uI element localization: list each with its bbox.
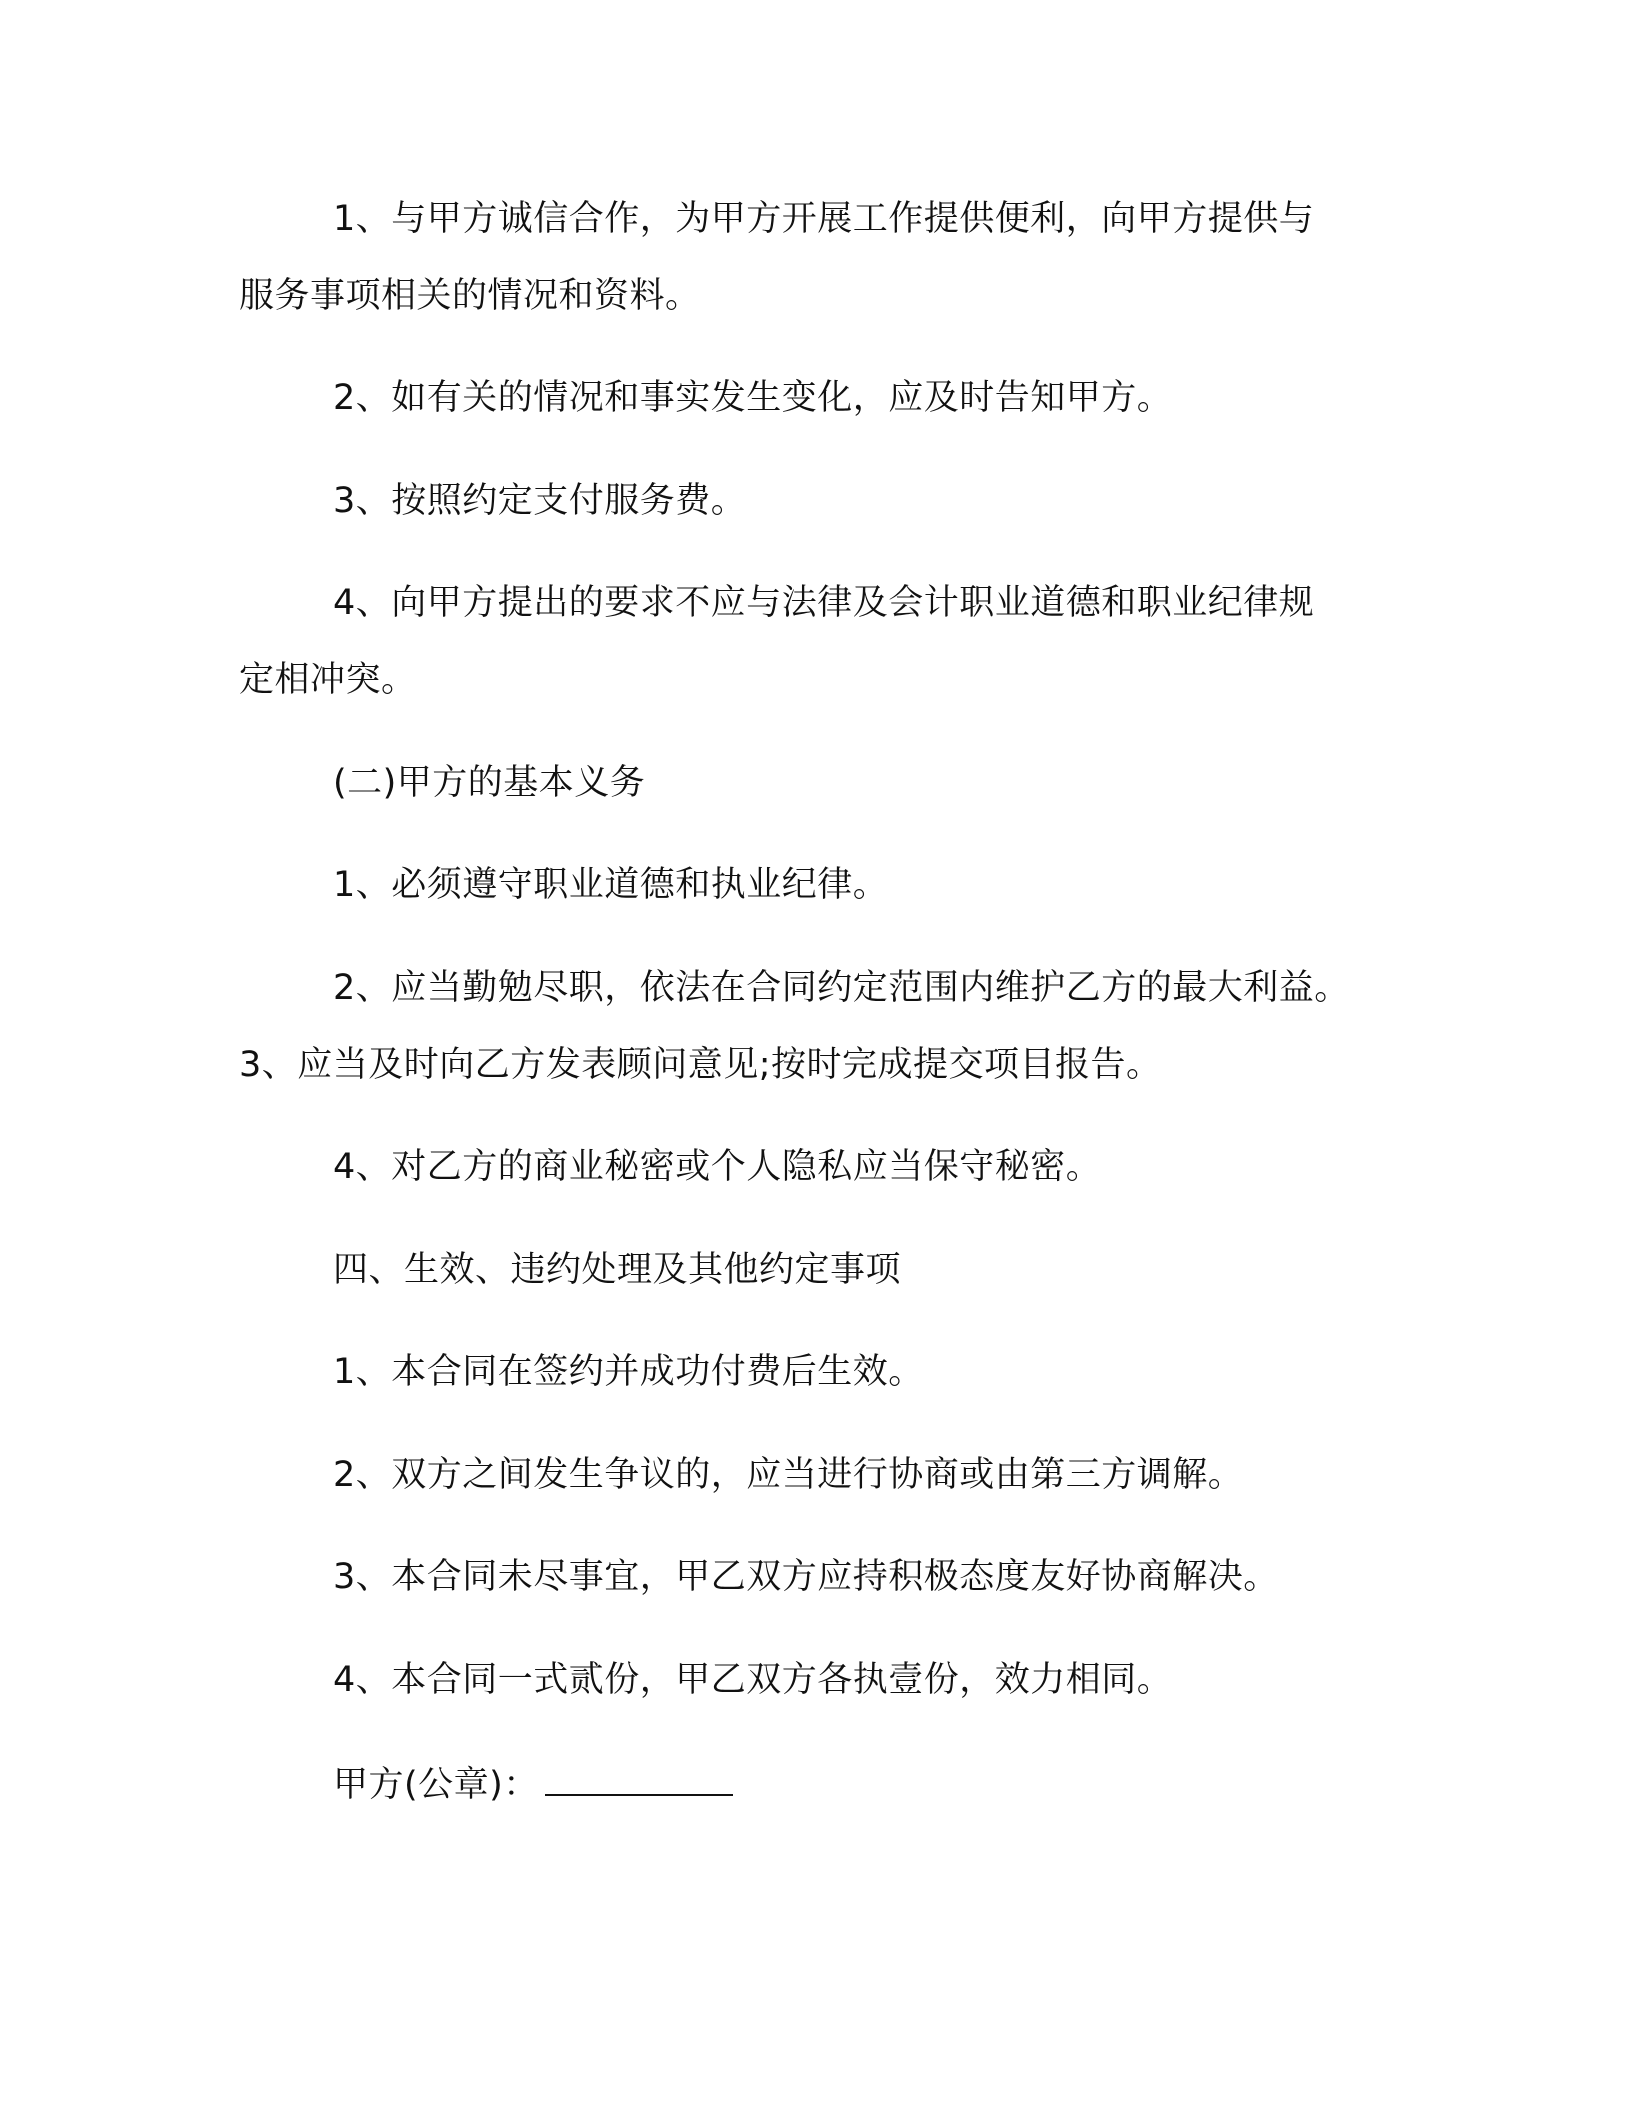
signature-blank bbox=[545, 1758, 733, 1796]
signature-line bbox=[333, 1758, 733, 1809]
paragraph-line: 服务事项相关的情况和资料。 bbox=[239, 276, 701, 316]
paragraph-line: 4、对乙方的商业秘密或个人隐私应当保守秘密。 bbox=[333, 1147, 1102, 1187]
paragraph-line: 3、本合同未尽事宜，甲乙双方应持积极态度友好协商解决。 bbox=[333, 1557, 1279, 1597]
paragraph-line: 1、与甲方诚信合作，为甲方开展工作提供便利，向甲方提供与 bbox=[333, 199, 1315, 239]
section-heading: 四、生效、违约处理及其他约定事项 bbox=[333, 1250, 902, 1290]
section-heading: (二)甲方的基本义务 bbox=[333, 763, 646, 803]
paragraph-line: 4、向甲方提出的要求不应与法律及会计职业道德和职业纪律规 bbox=[333, 583, 1315, 623]
paragraph-line: 1、本合同在签约并成功付费后生效。 bbox=[333, 1352, 924, 1392]
paragraph-line: 定相冲突。 bbox=[239, 660, 417, 700]
paragraph-line: 2、应当勤勉尽职，依法在合同约定范围内维护乙方的最大利益。 bbox=[333, 968, 1350, 1008]
paragraph-line: 2、如有关的情况和事实发生变化，应及时告知甲方。 bbox=[333, 378, 1173, 418]
signature-label: 甲方(公章)： bbox=[333, 1765, 539, 1805]
paragraph-line: 2、双方之间发生争议的，应当进行协商或由第三方调解。 bbox=[333, 1455, 1244, 1495]
paragraph-line: 3、按照约定支付服务费。 bbox=[333, 481, 747, 521]
paragraph-line: 4、本合同一式贰份，甲乙双方各执壹份，效力相同。 bbox=[333, 1660, 1173, 1700]
paragraph-line: 1、必须遵守职业道德和执业纪律。 bbox=[333, 865, 889, 905]
paragraph-line: 3、应当及时向乙方发表顾问意见;按时完成提交项目报告。 bbox=[239, 1045, 1162, 1085]
